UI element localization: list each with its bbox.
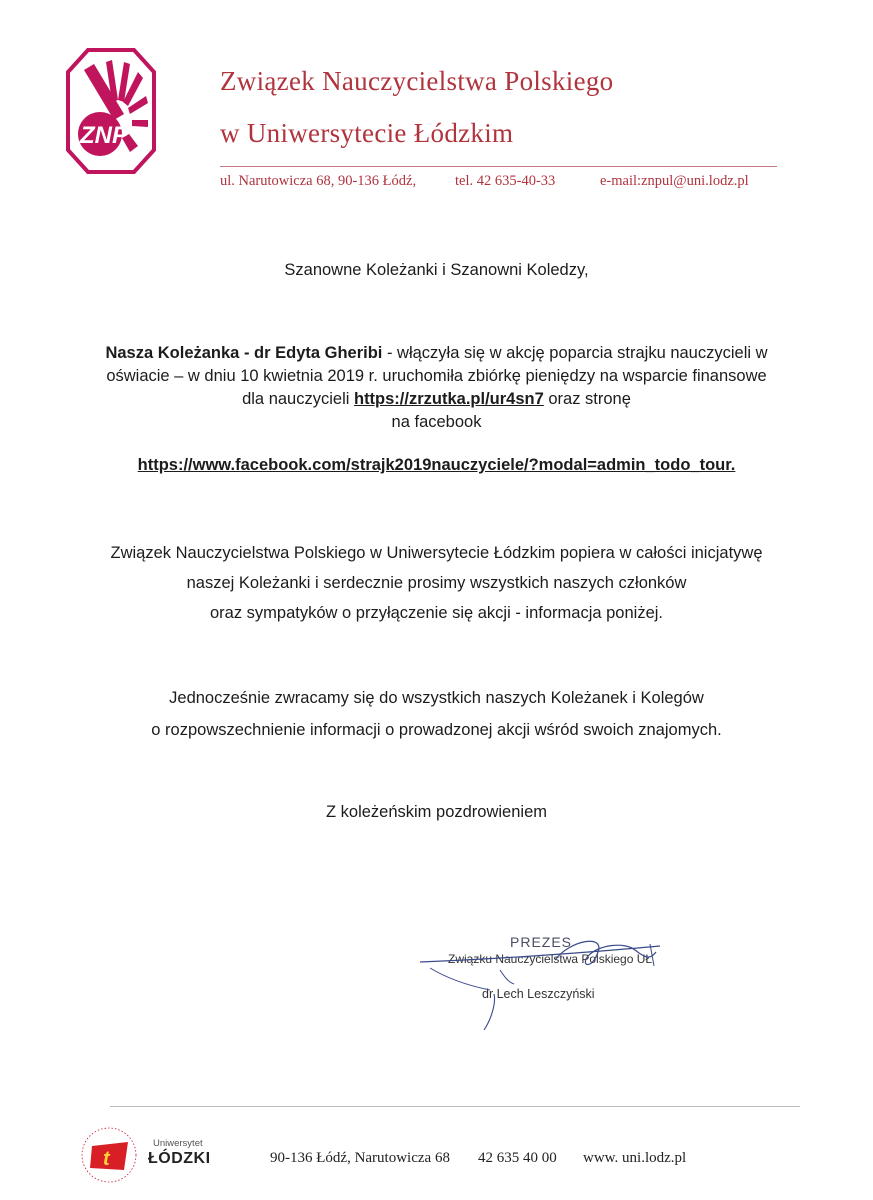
paragraph-3 xyxy=(80,682,793,746)
p2-line1: Związek Nauczycielstwa Polskiego w Uniwersytecie Łódzkim popiera w całości inicjatywę xyxy=(110,544,763,562)
header-address: ul. Narutowicza 68, 90-136 Łódź, xyxy=(220,173,417,189)
signature-title: PREZES xyxy=(510,934,573,950)
p1-line3 xyxy=(80,388,793,411)
handwritten-signature xyxy=(410,930,690,1040)
zrzutka-link[interactable]: https://zrzutka.pl/ur4sn7 xyxy=(353,390,544,408)
p1-line4: na facebook xyxy=(391,413,482,431)
facebook-link-row xyxy=(80,456,793,475)
p2-line2: naszej Koleżanki i serdecznie prosimy wszystkich naszych członków xyxy=(186,574,687,592)
org-name-line1: Związek Nauczycielstwa Polskiego xyxy=(220,66,614,96)
p1-line2: oświacie – w dniu 10 kwietnia 2019 r. uruchomiła zbiórkę pieniędzy na wsparcie finansowe xyxy=(106,367,767,385)
znp-logo xyxy=(66,48,156,174)
p3-line2: o rozpowszechnienie informacji o prowadzonej akcji wśród swoich znajomych. xyxy=(151,721,722,739)
footer-divider xyxy=(110,1106,800,1107)
p2-line3: oraz sympatyków o przyłączenie się akcji - informacja poniżej. xyxy=(209,604,663,622)
footer-website[interactable]: www. uni.lodz.pl xyxy=(583,1150,687,1166)
p1-line1 xyxy=(80,342,793,365)
org-name-line2: w Uniwersytecie Łódzkim xyxy=(220,118,514,148)
footer-phone: 42 635 40 00 xyxy=(478,1150,557,1166)
p1-line3-pre: dla nauczycieli xyxy=(242,390,354,408)
svg-text:t: t xyxy=(103,1148,110,1170)
university-label-big: ŁÓDZKI xyxy=(148,1150,211,1167)
footer-address: 90-136 Łódź, Narutowicza 68 xyxy=(270,1150,450,1166)
university-label-small: Uniwersytet xyxy=(153,1138,203,1149)
signature-block xyxy=(410,930,690,1040)
greeting: Szanowne Koleżanki i Szanowni Koledzy, xyxy=(284,261,589,279)
university-logo xyxy=(78,1124,140,1186)
facebook-link[interactable]: https://www.facebook.com/strajk2019nauczyciele/?modal=admin_todo_tour. xyxy=(137,456,736,474)
paragraph-1 xyxy=(80,342,793,434)
header-phone: tel. 42 635-40-33 xyxy=(455,173,556,189)
signature-org: Związku Nauczycielstwa Polskiego UŁ xyxy=(448,952,653,966)
closing: Z koleżeńskim pozdrowieniem xyxy=(325,803,547,821)
signature-name: dr Lech Leszczyński xyxy=(482,987,595,1001)
p1-line1-rest: - włączyła się w akcję poparcia strajku nauczycieli w xyxy=(382,344,768,362)
p1-bold-intro: Nasza Koleżanka - dr Edyta Gheribi xyxy=(105,344,383,362)
logo-text: ZNP xyxy=(80,122,128,149)
header-email[interactable]: e-mail:znpul@uni.lodz.pl xyxy=(600,173,749,189)
paragraph-2 xyxy=(80,538,793,628)
p3-line1: Jednocześnie zwracamy się do wszystkich naszych Koleżanek i Kolegów xyxy=(169,689,704,707)
p1-line3-post: oraz stronę xyxy=(543,390,631,408)
header-divider xyxy=(220,166,777,167)
